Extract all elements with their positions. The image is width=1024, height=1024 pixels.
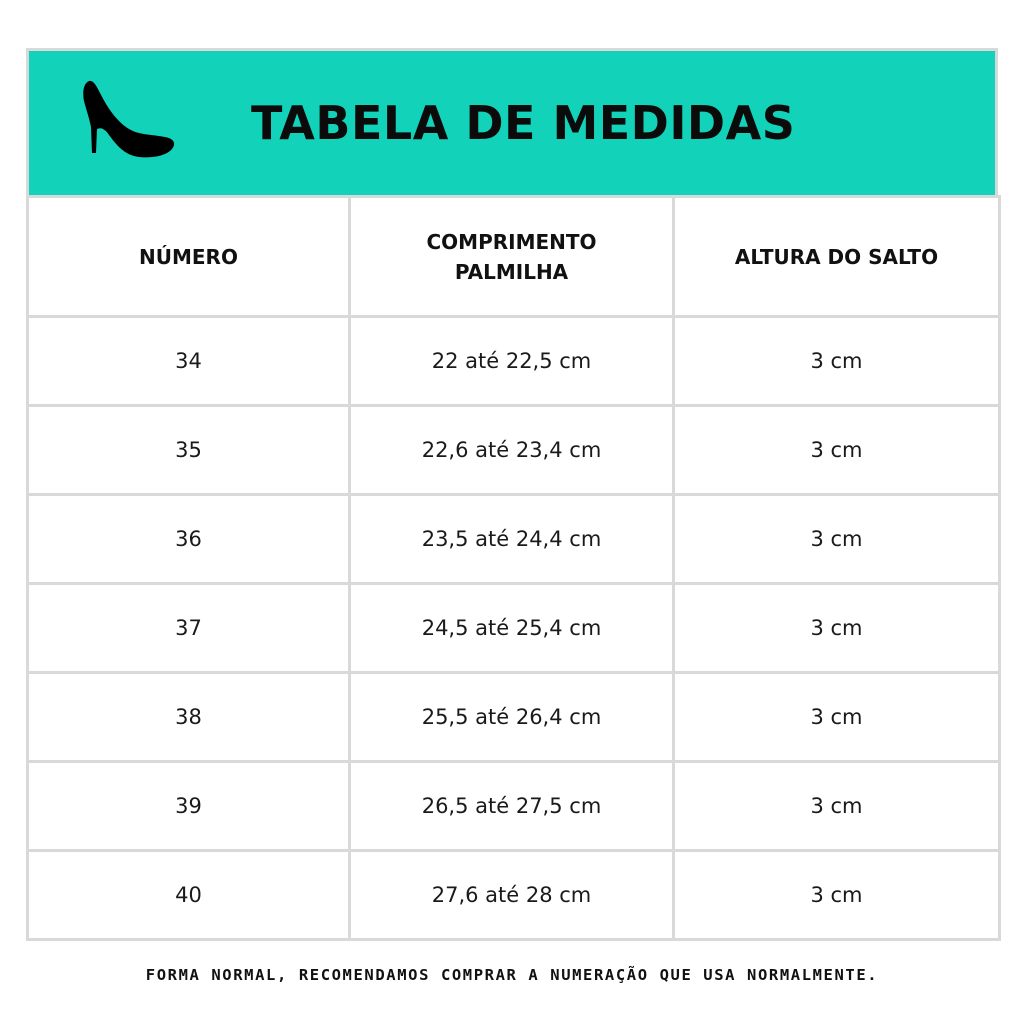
cell-size: 38 [28, 673, 350, 762]
cell-heel-height: 3 cm [674, 673, 1000, 762]
cell-insole-length: 22,6 até 23,4 cm [350, 406, 674, 495]
cell-size: 39 [28, 762, 350, 851]
cell-size: 35 [28, 406, 350, 495]
table-header-row [28, 197, 1000, 317]
column-header-insole-length [350, 197, 674, 317]
table-row [28, 762, 1000, 851]
cell-heel-height: 3 cm [674, 584, 1000, 673]
table-row [28, 584, 1000, 673]
table-row [28, 317, 1000, 406]
cell-heel-height: 3 cm [674, 762, 1000, 851]
cell-insole-length: 26,5 até 27,5 cm [350, 762, 674, 851]
table-row [28, 673, 1000, 762]
cell-insole-length: 27,6 até 28 cm [350, 851, 674, 940]
cell-heel-height: 3 cm [674, 495, 1000, 584]
cell-insole-length: 23,5 até 24,4 cm [350, 495, 674, 584]
column-header-number: NÚMERO [28, 197, 350, 317]
cell-size: 34 [28, 317, 350, 406]
column-header-heel-height: ALTURA DO SALTO [674, 197, 1000, 317]
cell-heel-height: 3 cm [674, 317, 1000, 406]
table-row [28, 495, 1000, 584]
measurements-table [26, 195, 1001, 941]
page-title: TABELA DE MEDIDAS [251, 96, 796, 150]
table-row [28, 406, 1000, 495]
cell-size: 37 [28, 584, 350, 673]
table-row [28, 851, 1000, 940]
footer-note: FORMA NORMAL, RECOMENDAMOS COMPRAR A NUMERAÇÃO QUE USA NORMALMENTE. [145, 966, 879, 984]
cell-size: 40 [28, 851, 350, 940]
size-chart [26, 48, 998, 944]
cell-size: 36 [28, 495, 350, 584]
column-header-insole-length-label: COMPRIMENTO PALMILHA [426, 229, 597, 284]
cell-insole-length: 22 até 22,5 cm [350, 317, 674, 406]
cell-heel-height: 3 cm [674, 406, 1000, 495]
cell-insole-length: 24,5 até 25,4 cm [350, 584, 674, 673]
cell-insole-length: 25,5 até 26,4 cm [350, 673, 674, 762]
cell-heel-height: 3 cm [674, 851, 1000, 940]
high-heel-shoe-icon [81, 77, 177, 161]
chart-header [26, 48, 998, 198]
